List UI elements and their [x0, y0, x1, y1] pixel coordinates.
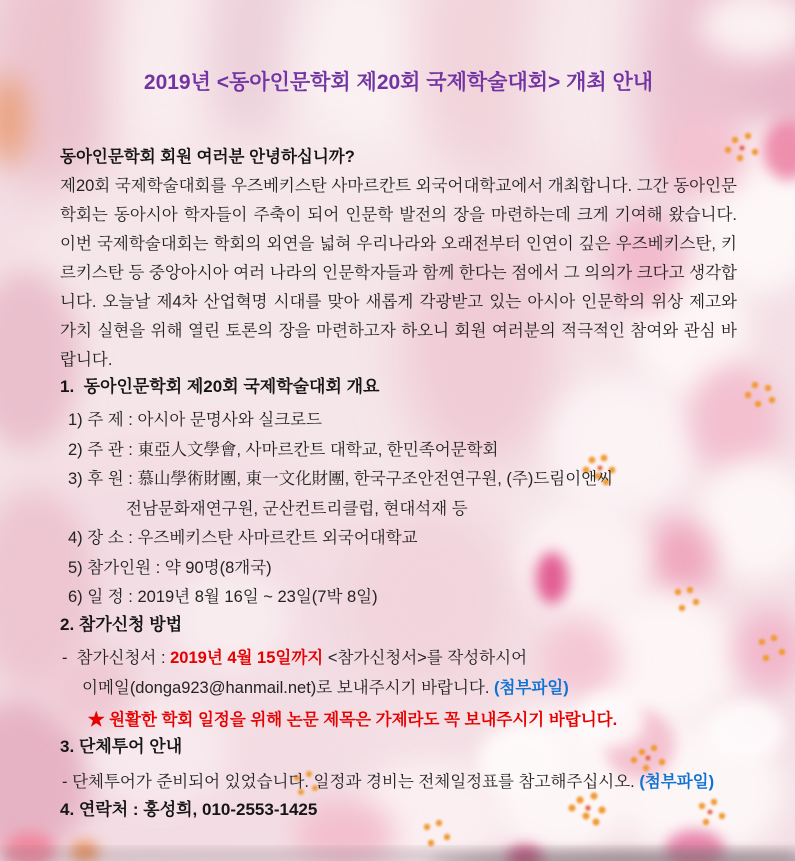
email-line [60, 673, 737, 704]
section3-heading: 3. 단체투어 안내 [60, 737, 183, 756]
tour-line [60, 767, 737, 798]
list-item-venue: 4) 장 소 : 우즈베키스탄 사마르칸트 외국어대학교 [68, 529, 418, 547]
application-attachment-link[interactable]: (첨부파일) [494, 679, 569, 697]
section2-heading: 2. 참가신청 방법 [60, 614, 183, 634]
application-deadline: 2019년 4월 15일까지 [170, 648, 324, 667]
list-item-sponsor-continued: 전남문화재연구원, 군산컨트리클럽, 현대석재 등 [126, 499, 468, 518]
list-item-sponsor: 3) 후 원 : 慕山學術財團, 東一文化財團, 한국구조안전연구원, (주)드림이앤씨 [68, 470, 614, 488]
section1-heading: 1. 동아인문학회 제20회 국제학술대회 개요 [60, 377, 380, 396]
list-item-subject: 1) 주 제 : 아시아 문명사와 실크로드 [68, 411, 322, 429]
list-item-organizer: 2) 주 관 : 東亞人文學會, 사마르칸트 대학교, 한민족어문학회 [68, 440, 499, 459]
email-text: 이메일(donga923@hanmail.net)로 보내주시기 바랍니다. [82, 679, 494, 697]
page-title: 2019년 <동아인문학회 제20회 국제학술대회> 개최 안내 [143, 71, 654, 94]
intro-paragraph: 제20회 국제학술대회를 우즈베키스탄 사마르칸트 외국어대학교에서 개최합니다. 그간 동아인문학회는 동아시아 학자들이 주축이 되어 인문학 발전의 장을 마련하는데 크게 기여해 왔습니다. 이번 국제학술대회는 학회의 외연을 넓혀 우리나라와 오래전부터 인연이 깊은 우즈베키스탄, 키르키스탄 등 중앙아시아 여러 나라의 인문학자들과 함께 한다는 점에서 그 의의가 크다고 생각합니다. 오늘날 제4차 산업혁명 시대를 맞아 새롭게 각광받고 있는 아시아 인문학의 위상 제고와 가치 실현을 위해 열린 토론의 장을 마련하고자 하오니 회원 여러분의 적극적인 참여와 관심 바랍니다. [60, 177, 737, 369]
tour-attachment-link[interactable]: (첨부파일) [639, 773, 715, 791]
application-line [60, 643, 737, 674]
list-item-participants: 5) 참가인원 : 약 90명(8개국) [68, 558, 272, 577]
notice-line: ★ 원활한 학회 일정을 위해 논문 제목은 가제라도 꼭 보내주시기 바랍니다. [88, 710, 618, 729]
greeting-line: 동아인문학회 회원 여러분 안녕하십니까? [60, 148, 355, 166]
application-suffix: <참가신청서>를 작성하시어 [323, 648, 528, 667]
section1-list [60, 406, 737, 613]
list-item-schedule: 6) 일 정 : 2019년 8월 16일 ~ 23일(7박 8일) [68, 588, 378, 606]
application-prefix: - 참가신청서 : [62, 648, 171, 667]
section4-heading: 4. 연락처 : 홍성희, 010-2553-1425 [60, 799, 318, 819]
tour-text: - 단체투어가 준비되어 있었습니다. 일정과 경비는 전체일정표를 참고해주십시오. [62, 773, 640, 791]
